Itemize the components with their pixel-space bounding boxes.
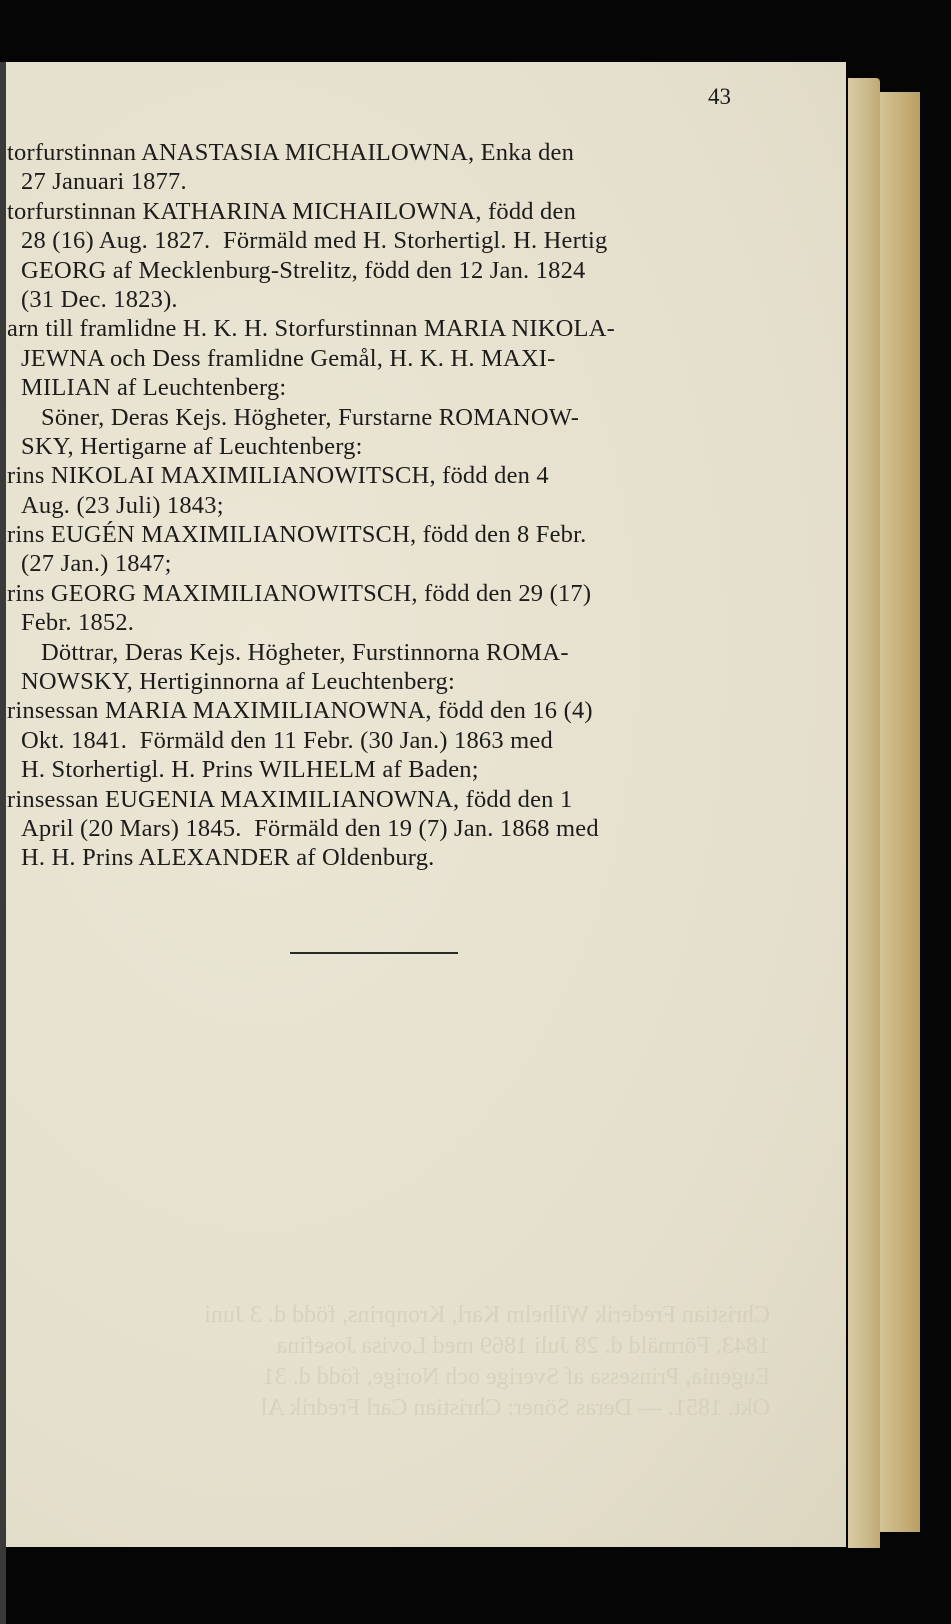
text-line: rinsessan MARIA MAXIMILIANOWNA, född den 16 (4) — [7, 697, 593, 725]
text-line: 27 Januari 1877. — [21, 168, 187, 196]
text-line: Okt. 1841. Förmäld den 11 Febr. (30 Jan.) 1863 med — [21, 726, 553, 754]
show-through-line: 1843. Förmäld d. 28 Juli 1869 med Lovisa Josefina — [276, 1333, 770, 1359]
text-line: torfurstinnan ANASTASIA MICHAILOWNA, Enka den — [7, 139, 575, 166]
show-through-line: Eugenia, Prinsessa af Sverige och Norige, född d. 31 — [262, 1364, 770, 1390]
text-line: MILIAN af Leuchtenberg: — [21, 374, 287, 402]
section-separator-rule — [290, 952, 458, 954]
text-line: rins EUGÉN MAXIMILIANOWITSCH, född den 8 Febr. — [7, 521, 587, 549]
text-line: NOWSKY, Hertiginnorna af Leuchtenberg: — [21, 668, 455, 696]
text-line: rinsessan EUGENIA MAXIMILIANOWNA, född den 1 — [7, 785, 573, 813]
text-line: (27 Jan.) 1847; — [21, 550, 172, 578]
text-line: Febr. 1852. — [21, 609, 135, 637]
text-line: JEWNA och Dess framlidne Gemål, H. K. H. MAXI- — [21, 344, 556, 372]
text-line: rins NIKOLAI MAXIMILIANOWITSCH, född den 4 — [7, 462, 549, 490]
text-line: (31 Dec. 1823). — [21, 285, 178, 313]
show-through-text — [10, 1300, 770, 1424]
text-line: H. Storhertigl. H. Prins WILHELM af Baden; — [21, 756, 479, 784]
text-line: 28 (16) Aug. 1827. Förmäld med H. Storhertigl. H. Hertig — [21, 227, 608, 255]
text-line: Aug. (23 Juli) 1843; — [21, 491, 224, 519]
page-stack-back — [878, 92, 920, 1532]
text-line: Söner, Deras Kejs. Högheter, Furstarne ROMANOW- — [41, 403, 580, 431]
show-through-line: Okt. 1851. — Deras Söner: Christian Carl Fredrik Al — [260, 1395, 770, 1421]
text-line: Döttrar, Deras Kejs. Högheter, Furstinnorna ROMA- — [41, 638, 569, 666]
text-line: SKY, Hertigarne af Leuchtenberg: — [21, 432, 363, 460]
page-body — [7, 138, 767, 873]
text-line: arn till framlidne H. K. H. Storfurstinnan MARIA NIKOLA- — [7, 315, 615, 343]
text-line: April (20 Mars) 1845. Förmäld den 19 (7) Jan. 1868 med — [21, 814, 599, 842]
text-line: H. H. Prins ALEXANDER af Oldenburg. — [21, 844, 435, 872]
text-line: GEORG af Mecklenburg-Strelitz, född den 12 Jan. 1824 — [21, 256, 586, 284]
page-stack-front — [848, 78, 880, 1548]
page-number: 43 — [708, 84, 731, 109]
text-line: torfurstinnan KATHARINA MICHAILOWNA, född den — [7, 197, 577, 225]
text-line: rins GEORG MAXIMILIANOWITSCH, född den 29 (17) — [7, 579, 592, 607]
show-through-line: Christian Frederik Wilhelm Karl, Kronprins, född d. 3 Juni — [204, 1302, 770, 1328]
